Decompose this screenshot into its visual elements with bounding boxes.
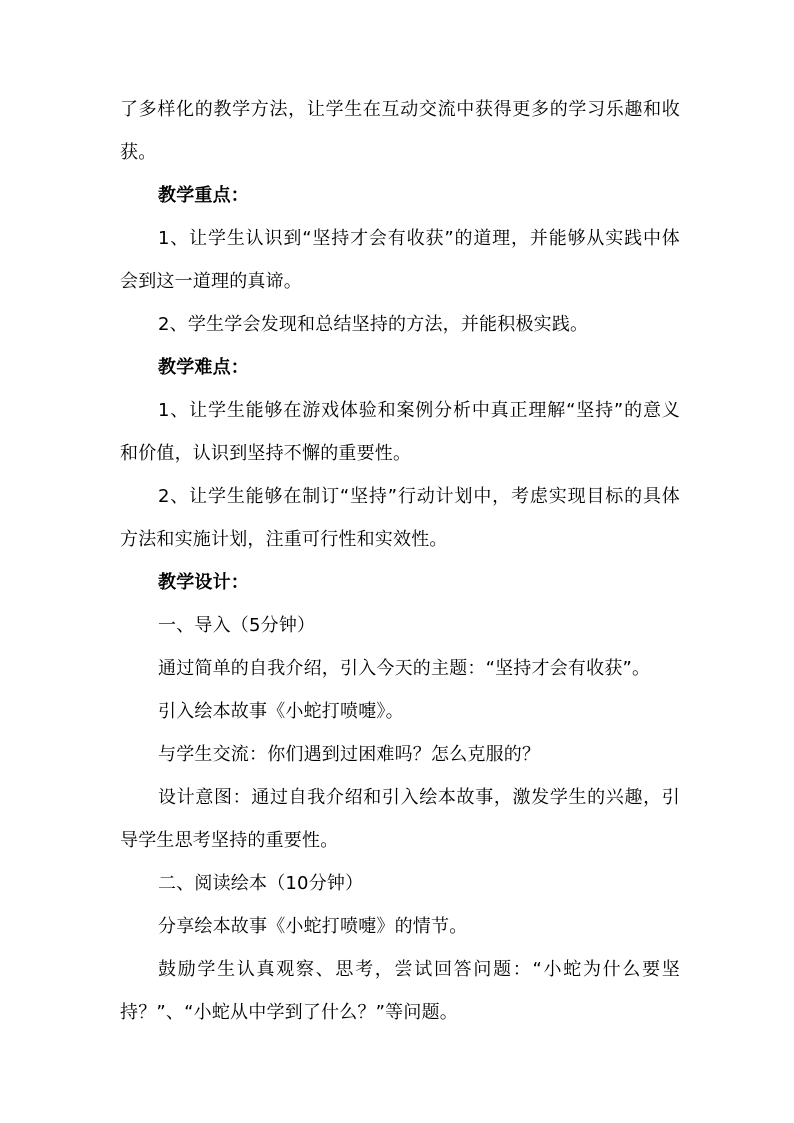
reading-step-2: 鼓励学生认真观察、思考，尝试回答问题：“小蛇为什么要坚持？”、“小蛇从中学到了什么？”等问题。 <box>120 959 680 1023</box>
heading-teaching-difficulties: 教学难点： <box>158 357 249 378</box>
section-reading-title: 二、阅读绘本（10分钟） <box>158 873 364 894</box>
difficulty-2: 2、让学生能够在制订“坚持”行动计划中，考虑实现目标的具体方法和实施计划，注重可行性和实效性。 <box>120 486 680 550</box>
key-point-2: 2、学生学会发现和总结坚持的方法，并能积极实践。 <box>158 314 589 335</box>
difficulty-1: 1、让学生能够在游戏体验和案例分析中真正理解“坚持”的意义和价值，认识到坚持不懈的重要性。 <box>120 400 680 464</box>
key-point-1: 1、让学生认识到“坚持才会有收获”的道理，并能够从实践中体会到这一道理的真谛。 <box>120 228 680 292</box>
section-introduction-title: 一、导入（5分钟） <box>158 615 316 636</box>
introduction-step-2: 引入绘本故事《小蛇打喷嚏》。 <box>158 701 404 722</box>
heading-teaching-key-points: 教学重点： <box>158 185 249 206</box>
introduction-step-1: 通过简单的自我介绍，引入今天的主题：“坚持才会有收获”。 <box>158 658 651 679</box>
introduction-step-3: 与学生交流：你们遇到过困难吗？怎么克服的？ <box>158 744 541 765</box>
paragraph-continuation: 了多样化的教学方法，让学生在互动交流中获得更多的学习乐趣和收获。 <box>120 99 680 163</box>
design-intent: 设计意图：通过自我介绍和引入绘本故事，激发学生的兴趣，引导学生思考坚持的重要性。 <box>120 787 680 851</box>
reading-step-1: 分享绘本故事《小蛇打喷嚏》的情节。 <box>158 916 468 937</box>
document-body <box>120 88 680 1034</box>
heading-teaching-design: 教学设计： <box>158 572 249 593</box>
